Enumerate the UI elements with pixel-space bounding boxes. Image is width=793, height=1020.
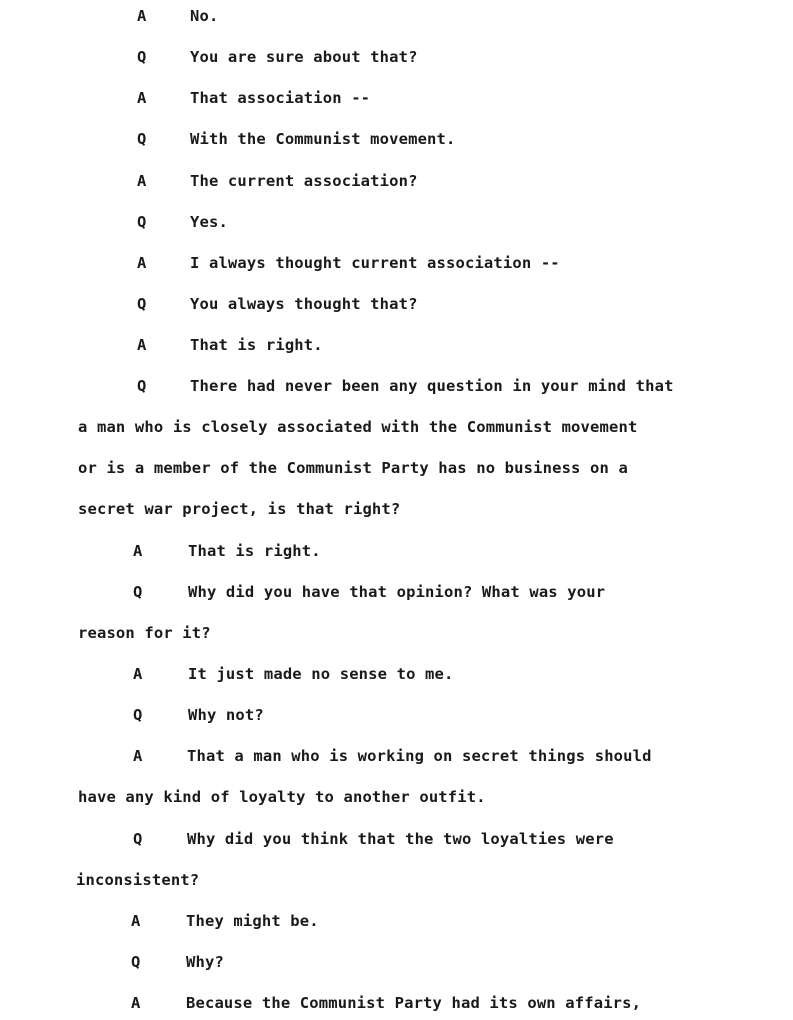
line-text: That association -- xyxy=(190,89,371,107)
speaker-label: A xyxy=(131,912,141,930)
line-text: You are sure about that? xyxy=(190,48,418,66)
line-text: Yes. xyxy=(190,213,228,231)
line-text: reason for it? xyxy=(78,624,211,642)
line-text: There had never been any question in your mind that xyxy=(190,377,674,395)
line-text: Why did you have that opinion? What was your xyxy=(188,583,606,601)
speaker-label: Q xyxy=(133,830,143,848)
speaker-label: Q xyxy=(133,706,143,724)
line-text: have any kind of loyalty to another outfit. xyxy=(78,788,486,806)
line-text: Because the Communist Party had its own affairs, xyxy=(186,994,642,1012)
line-text: secret war project, is that right? xyxy=(78,500,401,518)
speaker-label: A xyxy=(133,542,143,560)
speaker-label: A xyxy=(137,89,147,107)
line-text: That is right. xyxy=(190,336,323,354)
line-text: Why not? xyxy=(188,706,264,724)
line-text: I always thought current association -- xyxy=(190,254,560,272)
line-text: You always thought that? xyxy=(190,295,418,313)
speaker-label: Q xyxy=(137,377,147,395)
speaker-label: A xyxy=(137,7,147,25)
line-text: That a man who is working on secret things should xyxy=(187,747,652,765)
speaker-label: A xyxy=(137,254,147,272)
line-text: Why? xyxy=(186,953,224,971)
speaker-label: A xyxy=(131,994,141,1012)
line-text: That is right. xyxy=(188,542,321,560)
speaker-label: A xyxy=(133,747,143,765)
speaker-label: Q xyxy=(137,130,147,148)
speaker-label: Q xyxy=(137,48,147,66)
line-text: a man who is closely associated with the Communist movement xyxy=(78,418,638,436)
line-text: The current association? xyxy=(190,172,418,190)
speaker-label: Q xyxy=(131,953,141,971)
speaker-label: A xyxy=(133,665,143,683)
line-text: No. xyxy=(190,7,219,25)
speaker-label: Q xyxy=(137,295,147,313)
line-text: Why did you think that the two loyalties were xyxy=(187,830,614,848)
line-text: or is a member of the Communist Party has no business on a xyxy=(78,459,628,477)
line-text: It just made no sense to me. xyxy=(188,665,454,683)
speaker-label: A xyxy=(137,336,147,354)
speaker-label: A xyxy=(137,172,147,190)
line-text: inconsistent? xyxy=(76,871,200,889)
speaker-label: Q xyxy=(137,213,147,231)
speaker-label: Q xyxy=(133,583,143,601)
line-text: They might be. xyxy=(186,912,319,930)
line-text: With the Communist movement. xyxy=(190,130,456,148)
